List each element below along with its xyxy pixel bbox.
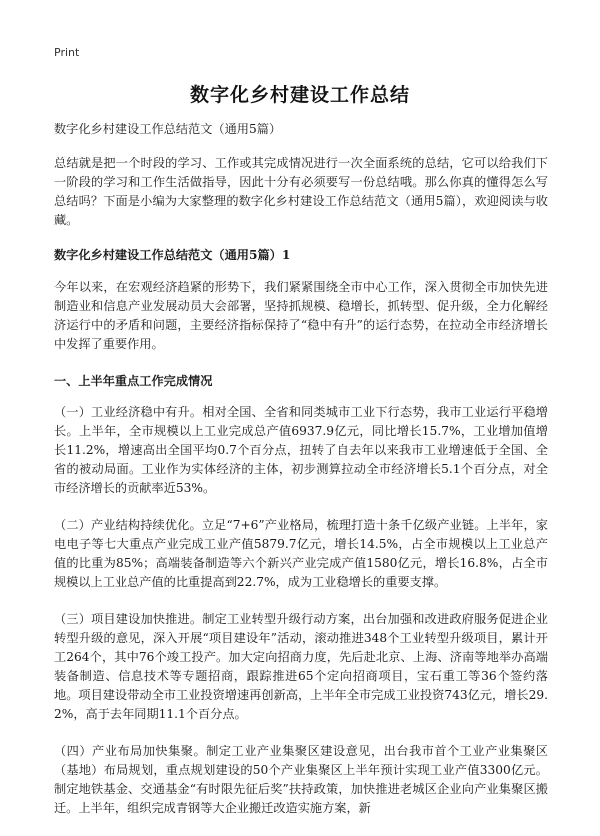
intro-paragraph: 总结就是把一个时段的学习、工作或其完成情况进行一次全面系统的总结，它可以给我们下一阶段的学习和工作生活做指导，因此十分有必须要写一份总结哦。那么你真的懂得怎么写总结吗？下面是小编为大家整理的数字化乡村建设工作总结范文（通用5篇），欢迎阅读与收藏。 bbox=[54, 156, 548, 227]
page-title: 数字化乡村建设工作总结 bbox=[189, 84, 410, 106]
lead-paragraph: 今年以来，在宏观经济趋紧的形势下，我们紧紧围绕全市中心工作，深入贯彻全市加快先进制造业和信息产业发展动员大会部署，坚持抓规模、稳增长，抓转型、促升级，全力化解经济运行中的矛盾和问题，主要经济指标保持了“稳中有升”的运行态势，在拉动全市经济增长中发挥了重要作用。 bbox=[54, 280, 548, 351]
article-heading: 数字化乡村建设工作总结范文（通用5篇）1 bbox=[54, 248, 291, 262]
print-link[interactable]: Print bbox=[54, 46, 80, 59]
body-paragraph: （二）产业结构持续优化。立足“7+6”产业格局，梳理打造十条千亿级产业链。上半年，家电电子等七大重点产业完成工业产值5879.7亿元，增长14.5%，占全市规模以上工业总产值的比重为85%；高端装备制造等六个新兴产业完成产值1580亿元，增长16.8%，占全市规模以上工业总产值的比重提高到22.7%，成为工业稳增长的重要支撑。 bbox=[54, 518, 548, 589]
body-paragraph: （三）项目建设加快推进。制定工业转型升级行动方案，出台加强和改进政府服务促进企业转型升级的意见，深入开展“项目建设年”活动，滚动推进348个工业转型升级项目，累计开工264个，其中76个竣工投产。加大定向招商力度，先后赴北京、上海、济南等地举办高端装备制造、信息技术等专题招商，跟踪推进65个定向招商项目，宝石重工等36个签约落地。项目建设带动全市工业投资增速再创新高，上半年全市完成工业投资743亿元，增长29.2%，高于去年同期11.1个百分点。 bbox=[54, 612, 548, 721]
section-heading: 一、上半年重点工作完成情况 bbox=[54, 374, 213, 388]
body-paragraph: （四）产业布局加快集聚。制定工业产业集聚区建设意见，出台我市首个工业产业集聚区（基地）布局规划，重点规划建设的50个产业集聚区上半年预计实现工业产值3300亿元。制定地铁基金、交通基金“有时限先征后奖”扶持政策，加快推进老城区企业向产业集聚区搬迁。上半年，组织完成青钢等大企业搬迁改造实施方案，新 bbox=[54, 744, 548, 815]
body-paragraph: （一）工业经济稳中有升。相对全国、全省和同类城市工业下行态势，我市工业运行平稳增长。上半年，全市规模以上工业完成总产值6937.9亿元，同比增长15.7%，工业增加值增长11.2%，增速高出全国平均0.7个百分点，扭转了自去年以来我市工业增速低于全国、全省的被动局面。工业作为实体经济的主体，初步测算拉动全市经济增长5.1个百分点，对全市经济增长的贡献率近53%。 bbox=[54, 405, 548, 495]
article-subtitle: 数字化乡村建设工作总结范文（通用5篇） bbox=[54, 122, 282, 136]
article-body bbox=[54, 120, 548, 836]
